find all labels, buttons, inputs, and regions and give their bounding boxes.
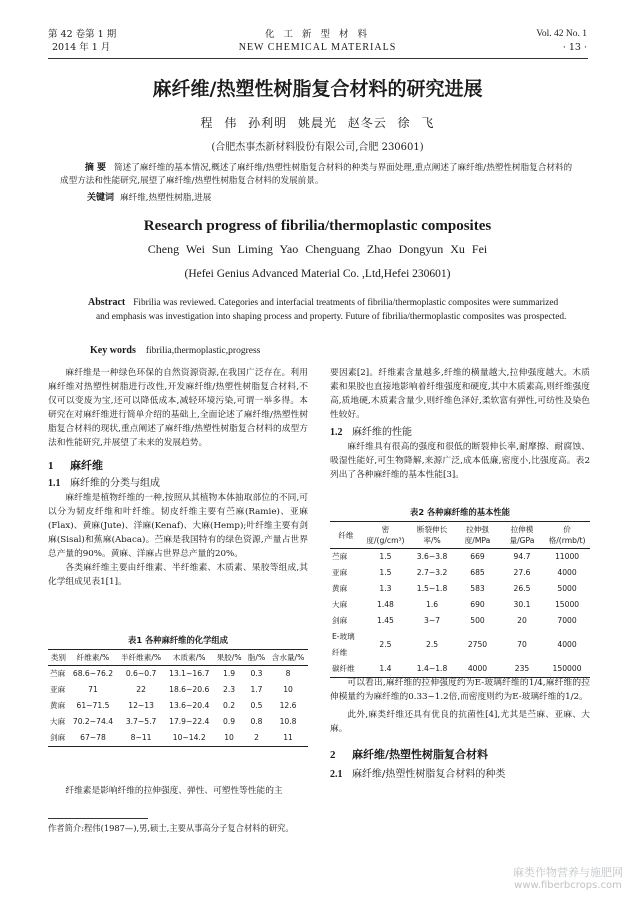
table-cell: 27.6 — [513, 568, 531, 577]
table-cell: 0.2 — [223, 701, 236, 710]
section-2-number: 2 — [330, 749, 336, 761]
table-row — [48, 714, 308, 730]
table-cell: 11000 — [554, 552, 580, 561]
table-cell: 1.5~1.8 — [416, 584, 448, 593]
table-2-caption: 表2 各种麻纤维的基本性能 — [410, 507, 510, 517]
abstract-cn — [60, 162, 580, 188]
abstract-en — [88, 296, 572, 324]
section-1-1-title: 麻纤维的分类与组成 — [70, 478, 160, 489]
table-cell: 苎麻 — [50, 669, 66, 678]
table-cell: 685 — [470, 568, 485, 577]
column-header: 脂/% — [245, 650, 268, 666]
table-cell: 669 — [470, 552, 485, 561]
affiliation-en: (Hefei Genius Advanced Material Co. ,Ltd,Hefei 230601) — [184, 268, 451, 280]
table-cell: 剑麻 — [48, 730, 69, 747]
table-cell: 大麻 — [332, 600, 348, 609]
table-cell: 12~13 — [128, 701, 154, 710]
table-cell: 剑麻 — [332, 616, 348, 625]
table-cell: 0.6~0.7 — [125, 669, 157, 678]
section-1-2-number: 1.2 — [330, 427, 343, 438]
keywords-en-text: fibrilia,thermoplastic,progress — [145, 346, 261, 356]
table-cell: 3.6~3.8 — [416, 552, 448, 561]
table-cell: 235 — [500, 661, 544, 678]
table-header-row — [330, 522, 590, 549]
table-header-row — [48, 650, 308, 666]
table-cell: 2750 — [467, 640, 488, 649]
table-cell: 17.9~22.4 — [169, 717, 210, 726]
table-row — [330, 565, 590, 581]
keywords-en — [90, 345, 570, 356]
table-cell: 1.4~1.8 — [409, 661, 455, 678]
table-cell: 690 — [470, 600, 485, 609]
section-2-heading — [330, 748, 590, 762]
table-row — [48, 730, 308, 747]
table-cell: 1.6 — [426, 600, 439, 609]
abstract-en-text: Fibrilia was reviewed. Categories and interfacial treatments of fibrilia/thermoplastic composites were summarized and emphasis was investigation into shaping process and property. Future of fibrilia/thermoplastic composites was prospected. — [96, 298, 567, 322]
antibacterial-paragraph: 此外,麻类纤维还具有优良的抗菌性[4],尤其是苎麻、亚麻、大麻。 — [330, 710, 590, 734]
abstract-cn-label: 摘 要 — [84, 163, 106, 173]
table-cell: 1.45 — [376, 616, 394, 625]
site-watermark — [513, 866, 623, 892]
section-2-title: 麻纤维/热塑性树脂复合材料 — [352, 748, 489, 761]
table-cell: 3.7~5.7 — [125, 717, 157, 726]
right-column — [330, 366, 590, 482]
table-cell: 1.5 — [379, 568, 392, 577]
table-row — [330, 613, 590, 629]
authors-en: Cheng Wei Sun Liming Yao Chenguang Zhao Dongyun Xu Fei — [147, 242, 488, 256]
section-2-1-number: 2.1 — [330, 769, 343, 780]
table-cell: 10.8 — [279, 717, 297, 726]
volume-cn: 第 42 卷第 1 期 — [48, 29, 117, 40]
table-cell: 2.3 — [223, 685, 236, 694]
comparison-paragraph: 可以看出,麻纤维的拉伸强度约为E-玻璃纤维的1/4,麻纤维的拉伸模量约为麻纤维的0.33~1.2倍,而密度则约为E-玻璃纤维的1/2。 — [330, 678, 590, 702]
table-cell: 0.3 — [250, 669, 263, 678]
table-cell: 1.3 — [379, 584, 392, 593]
table-cell: 2.7~3.2 — [416, 568, 448, 577]
keywords-cn-text: 麻纤维,热塑性树脂,进展 — [120, 193, 212, 203]
section-1-1-heading — [48, 477, 308, 491]
section-1-1-paragraph-b: 各类麻纤维主要由纤维素、半纤维素、木质素、果胶等组成,其化学组成见表1[1]。 — [48, 563, 308, 587]
journal-name-en: NEW CHEMICAL MATERIALS — [238, 42, 397, 53]
table-cell: 20 — [517, 616, 527, 625]
table-cell: 4000 — [557, 568, 577, 577]
table-1-grid — [48, 649, 308, 747]
table-cell: 13.1~16.7 — [169, 669, 210, 678]
table-row — [330, 549, 590, 566]
column-header: 纤维 — [330, 522, 362, 549]
affiliation-cn: (合肥杰事杰新材料股份有限公司,合肥 230601) — [211, 142, 424, 153]
table-2-grid — [330, 521, 590, 678]
table-cell: 30.1 — [513, 600, 531, 609]
keywords-en-label: Key words — [90, 345, 136, 356]
section-1-number: 1 — [48, 460, 54, 472]
section-1-2-heading — [330, 426, 590, 440]
column-header: 含水量/% — [268, 650, 308, 666]
table-cell: 3~7 — [424, 616, 441, 625]
table-cell: 1.5 — [379, 552, 392, 561]
table-row — [330, 629, 590, 661]
table-cell: 2 — [245, 730, 268, 747]
table-row — [48, 666, 308, 683]
table-cell: E-玻璃纤维 — [332, 632, 355, 657]
table-cell: 71 — [88, 685, 98, 694]
left-column-continued — [48, 784, 308, 798]
table-cell: 苎麻 — [332, 552, 348, 561]
column-header: 断裂伸长率/% — [409, 522, 455, 549]
keywords-cn — [60, 190, 580, 203]
table-cell: 10 — [213, 730, 245, 747]
table-cell: 11 — [268, 730, 308, 747]
watermark-url: www.fiberbcrops.com — [514, 880, 622, 891]
right-column-continued — [330, 676, 590, 782]
table-cell: 0.5 — [250, 701, 263, 710]
column-header: 果胶/% — [213, 650, 245, 666]
table-cell: 70 — [517, 640, 527, 649]
column-header: 类别 — [48, 650, 69, 666]
table-cell: 67~78 — [69, 730, 117, 747]
footnote-rule — [48, 818, 148, 819]
table-1 — [48, 634, 308, 747]
table-cell: 1.7 — [250, 685, 263, 694]
table-cell: 黄麻 — [50, 701, 66, 710]
table-cell: 15000 — [554, 600, 580, 609]
table-cell: 68.6~76.2 — [72, 669, 114, 678]
table-cell: 碳纤维 — [330, 661, 362, 678]
table-cell: 亚麻 — [332, 568, 348, 577]
table-1-caption: 表1 各种麻纤维的化学组成 — [128, 635, 228, 645]
table-cell: 0.9 — [223, 717, 236, 726]
section-1-2-title: 麻纤维的性能 — [352, 427, 412, 438]
watermark-cn: 麻类作物营养与施肥网 — [513, 866, 623, 879]
header-volume — [536, 28, 587, 54]
table-2 — [330, 506, 590, 678]
intro-paragraph: 麻纤维是一种绿色环保的自然资源资源,在我国广泛存在。利用麻纤维对热塑性树脂进行改性,开发麻纤维/热塑性树脂复合材料,不仅可以变废为宝,还可以降低成本,减轻环境污染,可谓一举多得。本研究在对麻纤维进行简单介绍的基础上,全面论述了麻纤维/热塑性树脂复合材料的现状,重点阐述了麻纤维/热塑性树脂复合材料的成型方法和性能研究,并展望了未来的发展趋势。 — [48, 368, 308, 448]
column-header: 半纤维素/% — [117, 650, 165, 666]
header-rule — [48, 58, 588, 59]
table-cell: 10~14.2 — [165, 730, 213, 747]
column-header: 拉伸模量/GPa — [500, 522, 544, 549]
column-header: 价格/(rmb/t) — [544, 522, 590, 549]
column-header: 木质素/% — [165, 650, 213, 666]
column-header: 拉伸强度/MPa — [455, 522, 500, 549]
paper-title-en: Research progress of fibrilia/thermoplastic composites — [143, 218, 492, 234]
left-column — [48, 366, 308, 589]
table-cell: 150000 — [544, 661, 590, 678]
fiber-property-paragraph: 纤维素是影响纤维的拉伸强度、弹性、可塑性等性能的主 — [65, 786, 283, 796]
table-cell: 13.6~20.4 — [169, 701, 210, 710]
table-cell: 61~71.5 — [76, 701, 110, 710]
table-cell: 2.5 — [379, 640, 392, 649]
section-1-1-paragraph-a: 麻纤维是植物纤维的一种,按照从其植物本体抽取部位的不同,可以分为韧皮纤维和叶纤维。韧皮纤维主要有苎麻(Ramie)、亚麻(Flax)、黄麻(Jute)、洋麻(Kenaf)、大麻(Hemp);叶纤维主要有剑麻(Sisal)和蕉麻(Abaca)。苎麻是我国特有的绿色资源,产量占世界总产量的90%。黄麻、洋麻占世界总产量的20%。 — [48, 493, 308, 559]
table-cell: 4000 — [557, 640, 577, 649]
table-cell: 大麻 — [50, 717, 66, 726]
table-cell: 94.7 — [513, 552, 531, 561]
table-cell: 8~11 — [117, 730, 165, 747]
volume-en: Vol. 42 No. 1 — [536, 29, 587, 39]
section-1-2-paragraph: 麻纤维具有很高的强度和很低的断裂伸长率,耐摩擦、耐腐蚀、吸湿性能好,可生物降解,来源广泛,成本低廉,密度小,比强度高。表2列出了各种麻纤维的基本性能[3]。 — [330, 442, 590, 480]
abstract-en-label: Abstract — [88, 297, 126, 308]
table-cell: 18.6~20.6 — [169, 685, 210, 694]
table-cell: 2.5 — [426, 640, 439, 649]
table-cell: 1.9 — [223, 669, 236, 678]
table-cell: 黄麻 — [332, 584, 348, 593]
page-number: · 13 · — [562, 42, 587, 53]
section-1-1-number: 1.1 — [48, 478, 61, 489]
column-header: 纤维素/% — [69, 650, 117, 666]
table-cell: 1.4 — [362, 661, 409, 678]
section-2-1-heading — [330, 768, 590, 782]
section-1-heading — [48, 459, 308, 473]
table-cell: 亚麻 — [50, 685, 66, 694]
column-header: 密度/(g/cm³) — [362, 522, 409, 549]
abstract-cn-text: 简述了麻纤维的基本情况,概述了麻纤维/热塑性树脂复合材料的种类与界面处理,重点阐述了麻纤维/热塑性树脂复合材料的成型方法和性能研究,展望了麻纤维/热塑性树脂复合材料的发展前景。 — [60, 163, 573, 186]
table-cell: 1.48 — [376, 600, 394, 609]
table-cell: 12.6 — [279, 701, 297, 710]
paper-title-cn: 麻纤维/热塑性树脂复合材料的研究进展 — [152, 78, 483, 100]
table-cell: 0.8 — [250, 717, 263, 726]
table-cell: 4000 — [455, 661, 500, 678]
table-cell: 583 — [470, 584, 485, 593]
authors-cn: 程 伟 孙利明 姚晨光 赵冬云 徐 飞 — [200, 116, 435, 130]
table-cell: 22 — [136, 685, 146, 694]
table-cell: 8 — [285, 669, 291, 678]
section-2-1-title: 麻纤维/热塑性树脂复合材料的种类 — [352, 769, 506, 780]
table-cell: 7000 — [557, 616, 577, 625]
author-footnote: 作者简介:程伟(1987—),男,硕士,主要从事高分子复合材料的研究。 — [48, 823, 294, 833]
keywords-cn-label: 关键词 — [86, 193, 114, 203]
section-1-title: 麻纤维 — [70, 459, 103, 472]
date-cn: 2014 年 1 月 — [52, 42, 111, 53]
table-cell: 26.5 — [513, 584, 531, 593]
table-cell: 500 — [470, 616, 485, 625]
table-row — [48, 682, 308, 698]
table-cell: 70.2~74.4 — [72, 717, 114, 726]
table-row — [330, 597, 590, 613]
table-cell: 10 — [283, 685, 293, 694]
table-row — [48, 698, 308, 714]
table-cell: 5000 — [557, 584, 577, 593]
journal-name-cn: 化 工 新 型 材 料 — [264, 29, 371, 40]
continued-paragraph: 要因素[2]。纤维素含量越多,纤维的横量越大,拉伸强度越大。木质素和果胶也直接地影响着纤维强度和硬度,其中木质素高,则纤维强度高,质地硬,木质素含量少,则纤维色泽好,柔软富有弹性,可纺性及染色性较好。 — [330, 368, 590, 420]
table-row — [330, 581, 590, 597]
